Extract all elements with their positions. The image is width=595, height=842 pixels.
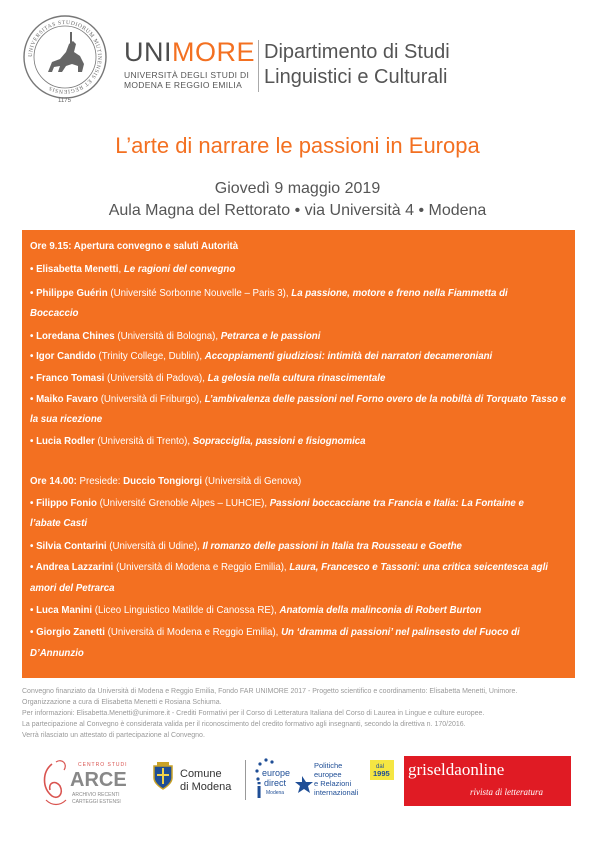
program-item — [30, 372, 385, 385]
program-item — [30, 604, 481, 617]
morning-heading: Ore 9.15: Apertura convegno e saluti Autorità — [30, 241, 239, 252]
ed-pol4: internazionali — [314, 788, 359, 797]
footer-note: Verrà rilasciato un attestato di partecipazione al Convegno. — [22, 732, 205, 739]
logo-subtitle-line1: UNIVERSITÀ DEGLI STUDI DI — [124, 70, 250, 80]
ed-line3: Modena — [266, 790, 285, 796]
ed-pol1: Politiche — [314, 761, 343, 770]
event-place: Aula Magna del Rettorato • via Università 4 • Modena — [108, 202, 487, 219]
griselda-subtitle: rivista di letteratura — [470, 787, 543, 797]
footer-note: Organizzazione a cura di Elisabetta Menetti e Rosiana Schiuma. — [22, 699, 222, 706]
afternoon-heading — [30, 475, 301, 488]
griselda-title: griseldaonline — [408, 760, 505, 779]
speaker-affiliation: (Università di Bologna), — [114, 331, 221, 342]
talk-title-continued: l’abate Casti — [30, 518, 88, 529]
ed-pol2: europee — [314, 770, 342, 779]
wordmark-uni: UNI — [124, 37, 172, 67]
speaker-affiliation: (Università di Modena e Reggio Emilia), — [113, 562, 290, 573]
comune-shield-icon — [152, 762, 174, 790]
talk-title-continued: amori del Petrarca — [30, 583, 115, 594]
speaker-name: • Andrea Lazzarini — [30, 562, 114, 573]
program-item — [30, 393, 566, 406]
chair-prefix: Presiede: — [76, 476, 124, 487]
event-date: Giovedì 9 maggio 2019 — [214, 180, 381, 197]
ed-line2: direct — [264, 778, 287, 788]
talk-title-continued: D’Annunzio — [30, 648, 84, 659]
program-item — [30, 497, 524, 510]
speaker-affiliation: (Università di Udine), — [106, 541, 203, 552]
speaker-affiliation: (Trinity College, Dublin), — [95, 351, 205, 362]
speaker-name: • Igor Candido — [30, 351, 96, 362]
ed-badge1: dal — [376, 764, 385, 770]
logo-divider — [245, 760, 246, 800]
ed-pol3: e Relazioni — [314, 779, 352, 788]
talk-title: L’ambivalenza delle passioni nel Forno overo de la nobiltà di Torquato Tasso e — [204, 394, 566, 405]
header-divider — [258, 40, 259, 92]
talk-title-continued: la sua ricezione — [30, 414, 103, 425]
talk-title: Le ragioni del convegno — [123, 264, 236, 275]
speaker-name: • Franco Tomasi — [30, 373, 105, 384]
university-seal-icon — [22, 14, 108, 100]
talk-title-continued: Boccaccio — [30, 308, 79, 319]
talk-title: Anatomia della malinconia di Robert Burton — [279, 605, 482, 616]
speaker-name: • Maiko Favaro — [30, 394, 98, 405]
program-item — [30, 263, 235, 276]
speaker-affiliation: (Liceo Linguistico Matilde di Canossa RE), — [92, 605, 280, 616]
speaker-affiliation: (Università di Friburgo), — [98, 394, 205, 405]
talk-title: La passione, motore e freno nella Fiammetta di — [291, 288, 508, 299]
talk-title: Sopracciglia, passioni e fisiognomica — [192, 436, 366, 447]
arce-sub2: CARTEGGI ESTENSI — [72, 799, 121, 805]
arce-logo — [38, 754, 133, 812]
speaker-affiliation: (Università di Padova), — [104, 373, 208, 384]
speaker-affiliation: (Università di Trento), — [94, 436, 193, 447]
footer-note: Per informazioni: Elisabetta.Menetti@unimore.it - Crediti Formativi per il Corso di Letteratura Italiana del Corso di Laurea in Lingue e culture europee. — [22, 710, 485, 717]
afternoon-time: Ore 14.00: — [30, 476, 77, 487]
program-item — [30, 540, 462, 553]
unimore-wordmark — [124, 37, 255, 68]
arce-name: ARCE — [70, 769, 127, 791]
speaker-affiliation: (Université Sorbonne Nouvelle – Paris 3), — [107, 288, 292, 299]
talk-title: Il romanzo delle passioni in Italia tra Rousseau e Goethe — [202, 541, 462, 552]
talk-title: Accoppiamenti giudiziosi: intimità dei narratori decameroniani — [204, 351, 493, 362]
program-item — [30, 330, 320, 343]
speaker-name: • Filippo Fonio — [30, 498, 97, 509]
speaker-name: • Loredana Chines — [30, 331, 115, 342]
ed-line1: europe — [262, 768, 291, 778]
comune-line1: Comune — [180, 768, 222, 780]
speaker-name: • Giorgio Zanetti — [30, 627, 105, 638]
ed-badge2: 1995 — [373, 769, 390, 778]
program-item — [30, 350, 492, 363]
talk-title: Laura, Francesco e Tassoni: una critica seicentesca agli — [289, 562, 548, 573]
comune-line2: di Modena — [180, 781, 232, 793]
chair-affiliation: (Università di Genova) — [202, 476, 302, 487]
speaker-name: • Elisabetta Menetti — [30, 264, 119, 275]
speaker-name: • Luca Manini — [30, 605, 93, 616]
logo-subtitle-line2: MODENA E REGGIO EMILIA — [124, 80, 243, 90]
speaker-affiliation: (Université Grenoble Alpes – LUHCIE), — [96, 498, 270, 509]
arce-top-label: CENTRO STUDI — [78, 762, 128, 768]
talk-title: Un ‘dramma di passioni’ nel palinsesto del Fuoco di — [281, 627, 520, 638]
speaker-name: • Lucia Rodler — [30, 436, 95, 447]
europe-direct-logo — [252, 756, 402, 806]
department-line2: Linguistici e Culturali — [264, 66, 448, 88]
program-item — [30, 435, 366, 448]
talk-title: Passioni boccacciane tra Francia e Italia: La Fontaine e — [269, 498, 524, 509]
separator: , — [118, 264, 124, 275]
program-box — [22, 230, 575, 678]
talk-title: Petrarca e le passioni — [220, 331, 321, 342]
department-line1: Dipartimento di Studi — [264, 41, 450, 63]
speaker-name: • Silvia Contarini — [30, 541, 107, 552]
arce-sub1: ARCHIVIO RECENTI — [72, 792, 120, 798]
wordmark-more: MORE — [172, 37, 255, 67]
seal-text: UNIVERSITAS STUDIORUM MUTINENSIS ET REGIENSIS — [27, 19, 103, 95]
event-title: L’arte di narrare le passioni in Europa — [115, 133, 480, 158]
seal-year: 1175 — [58, 98, 71, 104]
svg-text:i: i — [256, 778, 263, 803]
chair-name: Duccio Tongiorgi — [123, 476, 203, 487]
footer-note: La partecipazione al Convegno è considerata valida per il riconoscimento del credito formativo agli insegnanti, secondo la direttiva n. 170/2016. — [22, 721, 466, 728]
program-item — [30, 287, 508, 300]
footer-note: Convegno finanziato da Università di Modena e Reggio Emilia, Fondo FAR UNIMORE 2017 - Progetto scientifico e coordinamento: Elisabetta Menetti, Unimore. — [22, 688, 518, 695]
program-item — [30, 626, 520, 639]
talk-title: La gelosia nella cultura rinascimentale — [207, 373, 386, 384]
program-item — [30, 561, 548, 574]
speaker-name: • Philippe Guérin — [30, 288, 108, 299]
speaker-affiliation: (Università di Modena e Reggio Emilia), — [104, 627, 282, 638]
